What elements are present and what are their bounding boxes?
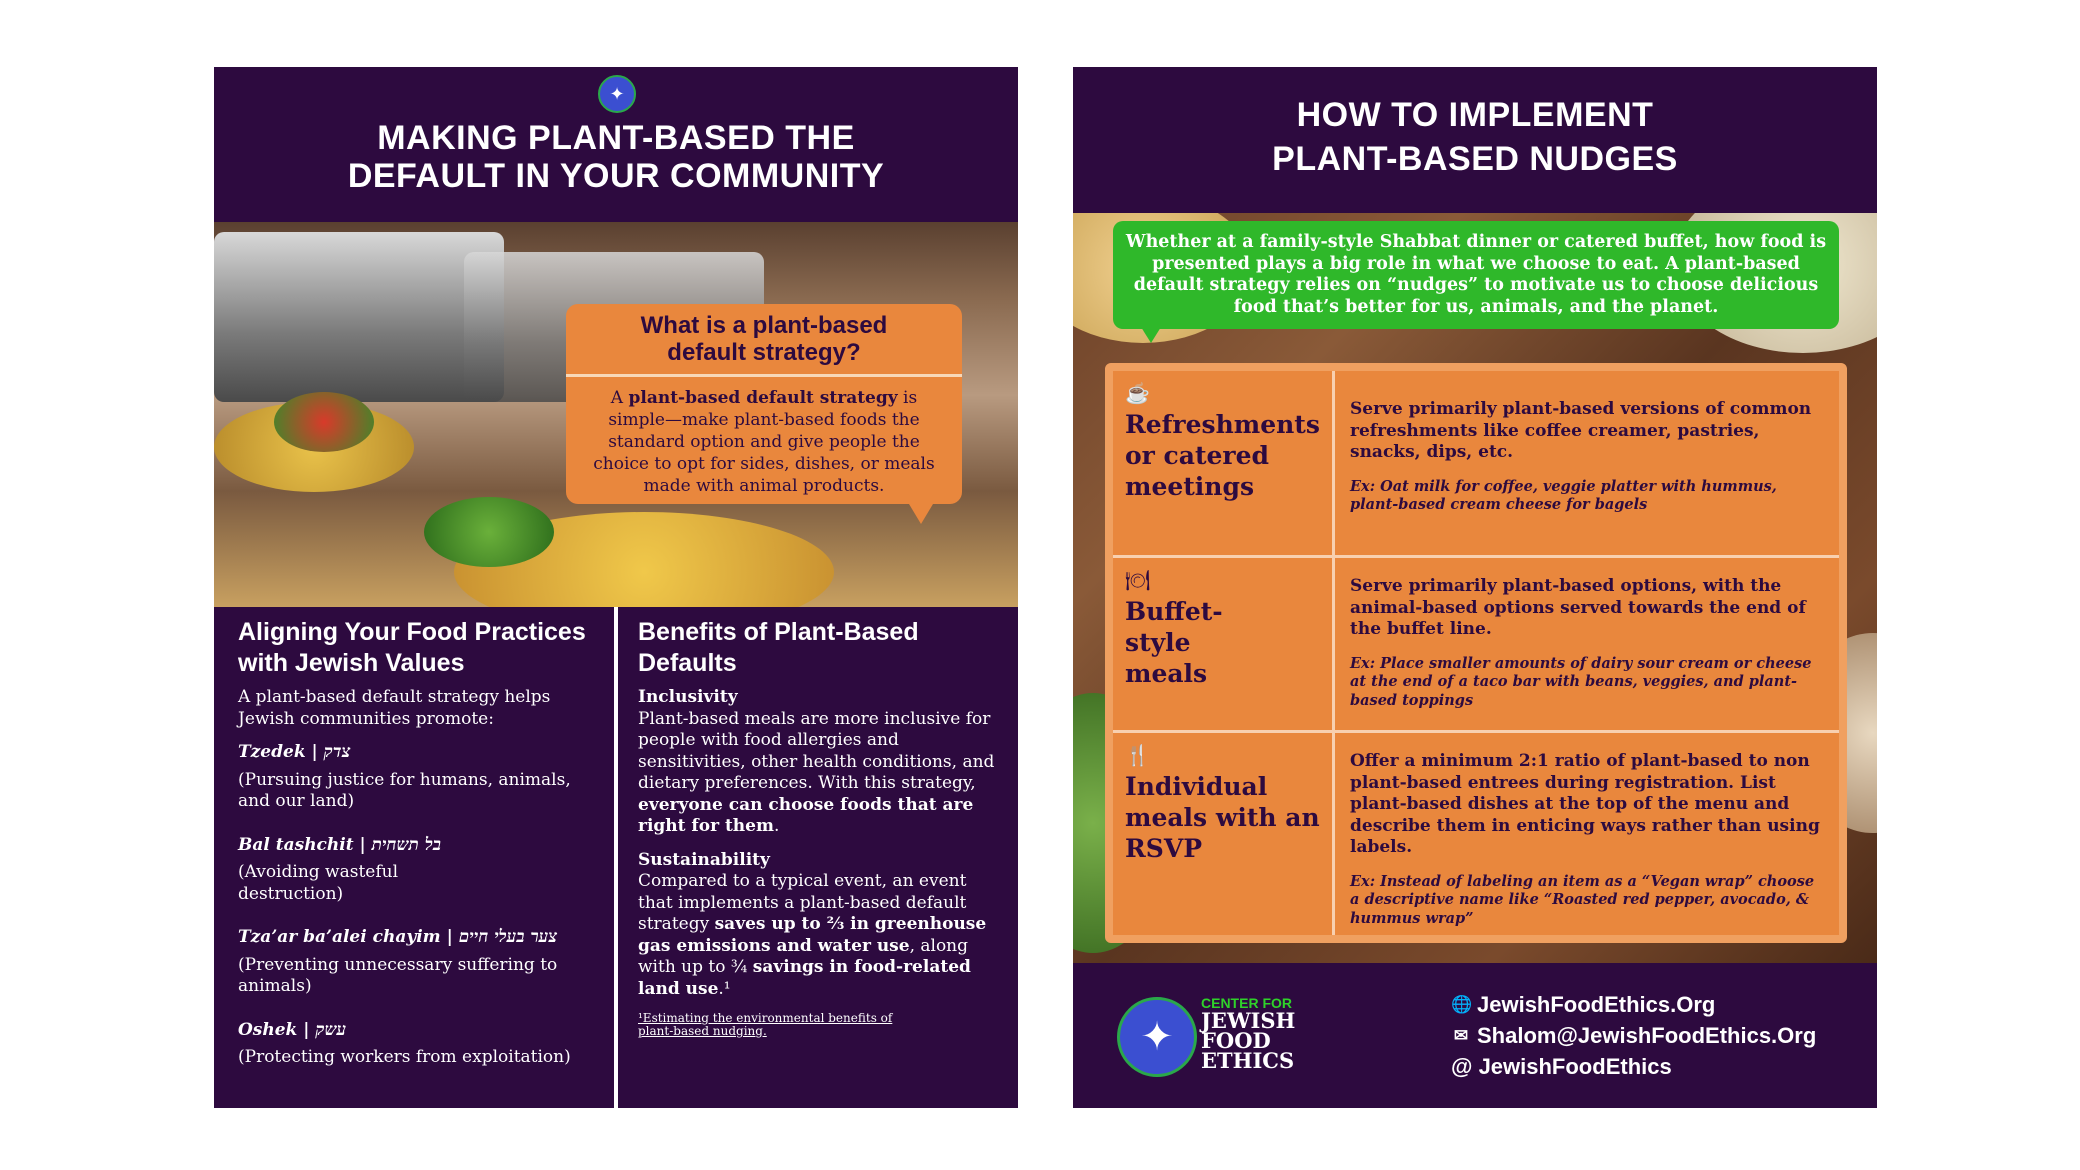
jewish-food-ethics-logo-icon: ✦	[1117, 997, 1197, 1077]
row-label-cell	[1113, 733, 1335, 935]
row-main-text: Serve primarily plant-based options, with the animal-based options served towards the end of the buffet line.	[1350, 576, 1806, 639]
benefits-heading: Benefits of Plant-Based Defaults	[638, 618, 919, 677]
coffee-cup-icon: ☕	[1125, 381, 1150, 405]
email-contact[interactable]	[1451, 1020, 1816, 1051]
row-example-text: Ex: Instead of labeling an item as a “Vegan wrap” choose a descriptive name like “Roasted red pepper, avocado, & hummus wrap”	[1350, 872, 1815, 927]
table-row	[1113, 371, 1839, 558]
strategy-callout-heading: What is a plant-based default strategy?	[566, 304, 962, 377]
intro-callout-tail	[1141, 327, 1161, 343]
social-handle[interactable]: @ JewishFoodEthics	[1451, 1054, 1672, 1079]
row-label-cell	[1113, 558, 1335, 730]
right-title-line1: HOW TO IMPLEMENT	[1296, 96, 1654, 134]
value-description: (Preventing unnecessary suffering to animals)	[238, 954, 558, 996]
nudges-table	[1105, 363, 1847, 943]
row-main-text: Serve primarily plant-based versions of common refreshments like coffee creamer, pastries, snacks, dips, etc.	[1350, 399, 1812, 462]
org-logo-icon: ✦	[598, 75, 636, 113]
strategy-callout	[566, 304, 962, 504]
chafing-dish-shape	[214, 232, 504, 402]
table-row	[1113, 558, 1839, 733]
value-description: (Avoiding wasteful destruction)	[238, 862, 399, 904]
website-contact[interactable]	[1451, 989, 1816, 1020]
value-name: Oshek | עשק	[238, 1019, 347, 1040]
row-label: Individual meals with an RSVP	[1125, 772, 1320, 863]
value-description: (Pursuing justice for humans, animals, and our land)	[238, 769, 571, 811]
buffet-icon: 🍽	[1125, 568, 1151, 592]
row-detail-cell	[1338, 371, 1838, 555]
value-name: Tzedek | צדק	[238, 742, 351, 762]
dining-icon: 🍴	[1125, 743, 1150, 767]
left-title-line1: MAKING PLANT-BASED THE	[377, 119, 855, 157]
right-page-title	[1073, 93, 1877, 181]
jewish-values-column	[238, 617, 606, 1069]
jewish-values-intro: A plant-based default strategy helps Jewish communities promote:	[238, 687, 551, 729]
email-link[interactable]: Shalom@JewishFoodEthics.Org	[1477, 1023, 1817, 1048]
row-detail-cell	[1338, 558, 1838, 730]
inclusivity-text: Plant-based meals are more inclusive for people with food allergies and sensitivities, other health conditions, and dietary preferences. With this strategy, everyone can choose foods that are right for them.	[638, 708, 995, 836]
benefits-column	[638, 617, 1002, 1038]
sustainability-text: Compared to a typical event, an event that implements a plant-based default strategy saves up to ⅔ in greenhouse gas emissions and water use, along with up to ¾ savings in food-related land use.¹	[638, 871, 987, 999]
salad-shape	[424, 497, 554, 567]
org-name: CENTER FOR JEWISH FOOD ETHICS	[1201, 995, 1296, 1073]
vegetable-shape	[274, 392, 374, 452]
row-label-cell	[1113, 371, 1335, 555]
social-contact[interactable]	[1451, 1051, 1816, 1082]
right-title-line2: PLANT-BASED NUDGES	[1272, 140, 1678, 178]
inclusivity-title: Inclusivity	[638, 687, 738, 707]
row-label: Buffet-style meals	[1125, 597, 1223, 688]
row-label: Refreshments or catered meetings	[1125, 410, 1320, 501]
left-flyer-page	[214, 67, 1018, 1108]
intro-callout: Whether at a family-style Shabbat dinner or catered buffet, how food is presented plays a big role in what we choose to eat. A plant-based default strategy relies on “nudges” to motivate us to choose delicious food that’s better for us, animals, and the planet.	[1113, 221, 1839, 329]
column-divider	[614, 607, 618, 1108]
row-example-text: Ex: Oat milk for coffee, veggie platter with hummus, plant-based cream cheese for bagels	[1350, 477, 1777, 513]
contact-list	[1451, 989, 1816, 1082]
globe-icon: 🌐	[1451, 995, 1473, 1014]
callout-tail	[909, 504, 933, 524]
strategy-callout-body: A plant-based default strategy is simple—make plant-based foods the standard option and give people the choice to opt for sides, dishes, or meals made with animal products.	[593, 388, 935, 496]
sustainability-title: Sustainability	[638, 849, 770, 870]
mail-icon: ✉	[1453, 1026, 1469, 1045]
left-title-line2: DEFAULT IN YOUR COMMUNITY	[347, 157, 885, 195]
table-row	[1113, 733, 1839, 935]
row-main-text: Offer a minimum 2:1 ratio of plant-based to non plant-based entrees during registration. List plant-based dishes at the top of the menu and describe them in enticing ways rather than using labels.	[1350, 751, 1820, 857]
value-name: Tza’ar ba’alei chayim | צער בעלי חיים	[238, 927, 558, 947]
left-page-title	[214, 119, 1018, 195]
right-flyer-page	[1073, 67, 1877, 1108]
row-example-text: Ex: Place smaller amounts of dairy sour cream or cheese at the end of a taco bar with beans, veggies, and plant-based toppings	[1350, 654, 1812, 709]
catering-photo	[214, 222, 1018, 607]
value-description: (Protecting workers from exploitation)	[238, 1047, 571, 1067]
footnote-link[interactable]: ¹Estimating the environmental benefits of plant-based nudging.	[638, 1011, 893, 1038]
value-name: Bal tashchit | בל תשחית	[238, 834, 441, 855]
website-link[interactable]: JewishFoodEthics.Org	[1477, 992, 1716, 1017]
row-detail-cell	[1338, 733, 1838, 935]
jewish-values-heading: Aligning Your Food Practices with Jewish Values	[238, 618, 586, 677]
